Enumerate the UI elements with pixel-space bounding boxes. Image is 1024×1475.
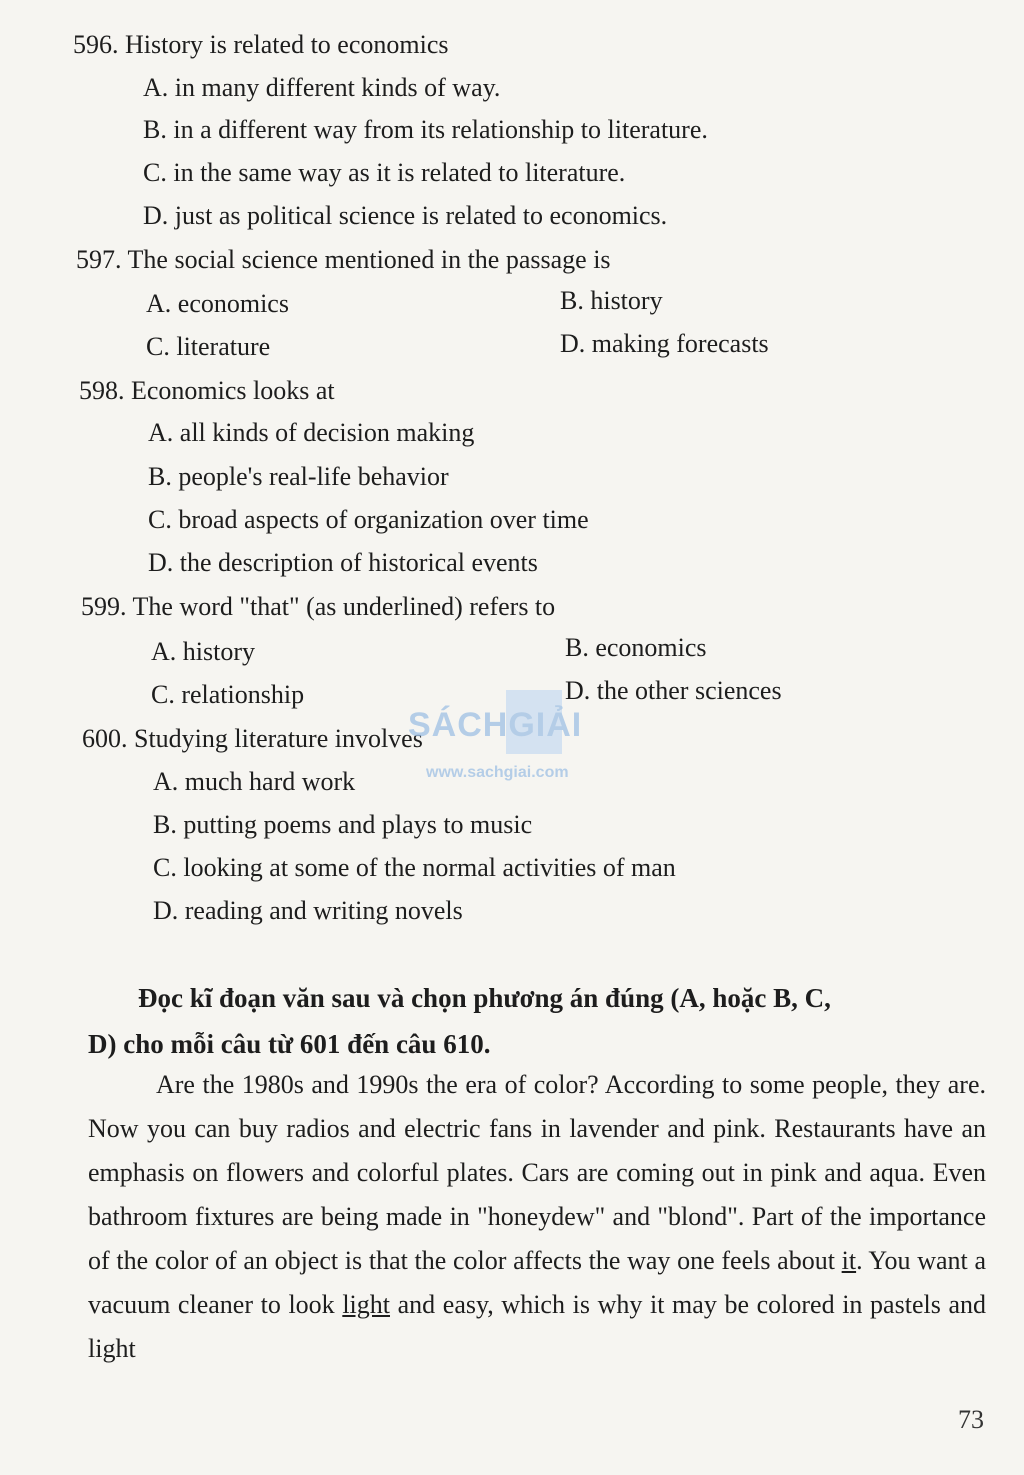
option-599-c: C. relationship [151, 680, 305, 709]
option-598-b: B. people's real-life behavior [148, 462, 449, 491]
option-596-b: B. in a different way from its relationship to literature. [143, 115, 708, 144]
option-600-b: B. putting poems and plays to music [153, 810, 533, 839]
option-597-c: C. literature [146, 332, 271, 361]
option-600-a: A. much hard work [153, 767, 356, 796]
passage-text-1: Are the 1980s and 1990s the era of color? According to some people, they are. Now you can buy radios and electric fans in lavender and pink. Restaurants have an emphasis on flowers and colorful plates. Cars are coming out in pink and aqua. Even bathroom fixtures are being made in "honeydew" and "blond". Part of the importance of the color of an object is that the color affects the way one feels about [88, 1070, 986, 1275]
watermark-logo: SÁCHGIẢI [408, 706, 583, 744]
question-600: 600. Studying literature involves [82, 724, 423, 753]
option-596-c: C. in the same way as it is related to literature. [143, 158, 626, 187]
option-597-a: A. economics [146, 289, 289, 318]
watermark [408, 688, 618, 788]
instruction-line-2: D) cho mỗi câu từ 601 đến câu 610. [88, 1029, 491, 1059]
option-597-d: D. making forecasts [560, 329, 769, 358]
option-598-d: D. the description of historical events [148, 548, 538, 577]
option-600-c: C. looking at some of the normal activities of man [153, 853, 676, 882]
question-599: 599. The word "that" (as underlined) refers to [81, 592, 556, 621]
option-600-d: D. reading and writing novels [153, 896, 463, 925]
watermark-url: www.sachgiai.com [426, 764, 569, 781]
question-598: 598. Economics looks at [79, 376, 335, 405]
question-596: 596. History is related to economics [73, 30, 449, 59]
option-598-c: C. broad aspects of organization over time [148, 505, 589, 534]
passage-text-3: and easy, which is why it may be colored in pastels and light [88, 1290, 986, 1363]
reading-passage [88, 1063, 986, 1371]
option-598-a: A. all kinds of decision making [148, 418, 475, 447]
option-599-a: A. history [151, 637, 255, 666]
underlined-word-light: light [342, 1290, 390, 1319]
option-599-b: B. economics [565, 633, 707, 662]
reading-instruction [88, 975, 988, 1067]
option-596-d: D. just as political science is related to economics. [143, 201, 668, 230]
option-597-b: B. history [560, 286, 663, 315]
passage-text-2: . You want a vacuum cleaner to look [88, 1246, 986, 1319]
question-597: 597. The social science mentioned in the passage is [76, 245, 611, 274]
page-number: 73 [958, 1405, 984, 1434]
option-599-d: D. the other sciences [565, 676, 782, 705]
instruction-line-1: Đọc kĩ đoạn văn sau và chọn phương án đúng (A, hoặc B, C, [138, 983, 831, 1013]
option-596-a: A. in many different kinds of way. [143, 73, 501, 102]
underlined-word-it: it [841, 1246, 857, 1275]
